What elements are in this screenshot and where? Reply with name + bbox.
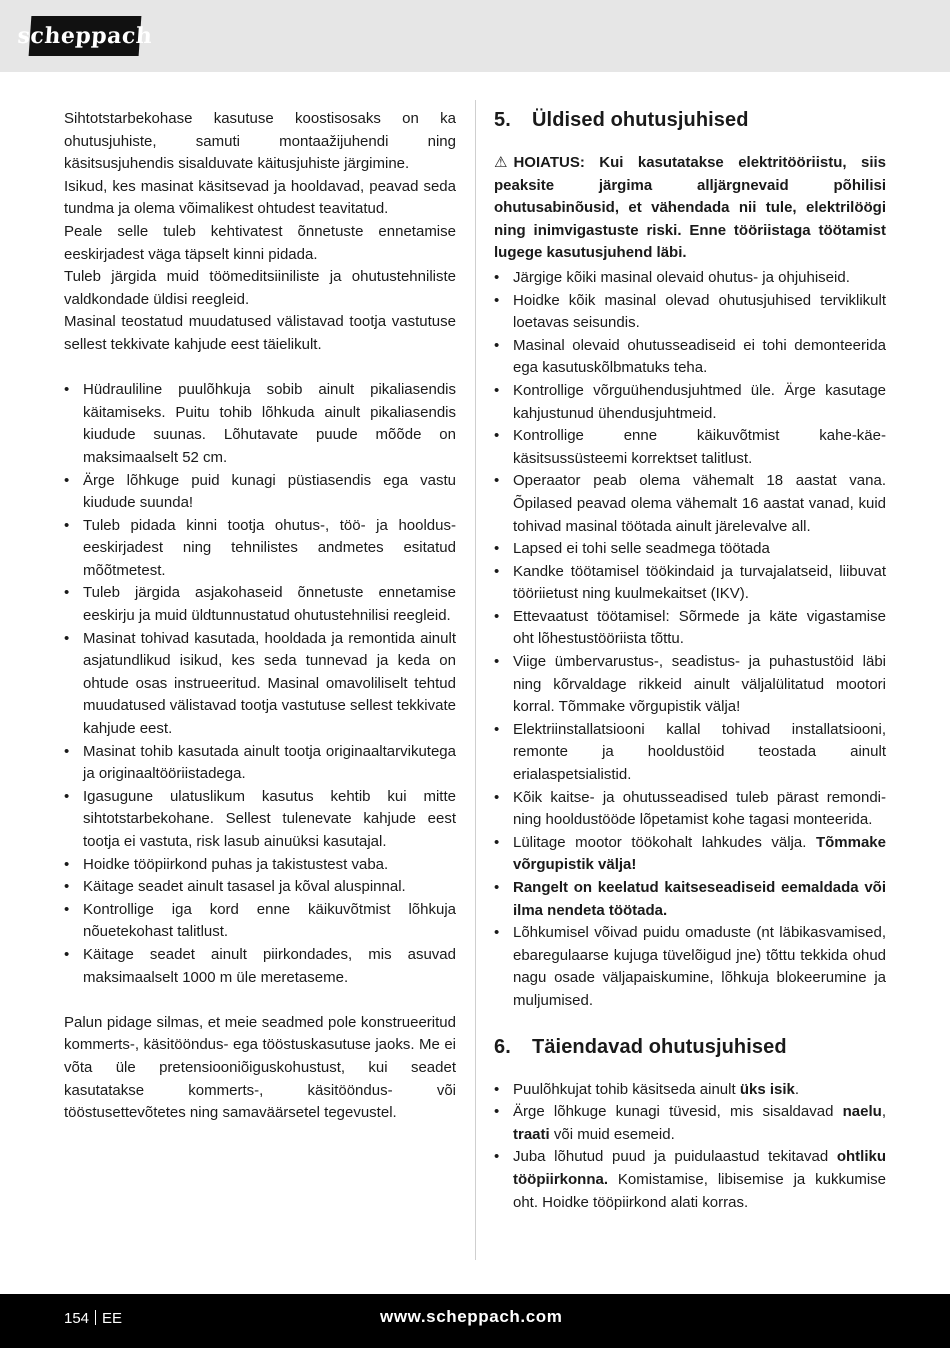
list-item: • Kontrollige iga kord enne käikuvõtmist lõhkuja nõuetekohast talitlust. (64, 899, 456, 944)
list-item: • Masinat tohivad kasutada, hooldada ja remontida ainult asjatundlikud isikud, kes seda tunnevad ja keda on ohtude osas instrueeritud. Masinal omavoliliselt tehtud muudatused välistavad tootja vastutuse sellest tekkivate kahjude eest. (64, 628, 456, 741)
list-item-text: Juba lõhutud puud ja puidulaastud tekitavad (513, 1148, 829, 1166)
intro-paragraph: Peale selle tuleb kehtivatest õnnetuste ennetamise eeskirjadest väga täpselt kinni pidada. (64, 222, 456, 263)
list-item (494, 877, 886, 922)
section-6-bullet-list (494, 1079, 886, 1215)
list-item-text: Puulõhkujat tohib käsitseda ainult (513, 1080, 736, 1098)
list-item-text: või muid esemeid. (553, 1125, 675, 1143)
list-item: • Hoidke kõik masinal olevad ohutusjuhised terviklikult loetavas seisundis. (494, 290, 886, 335)
list-item-emphasis: Rangelt on keelatud kaitseseadiseid eemaldada või ilma nendeta töötada. (513, 879, 886, 919)
section-5-title: Üldised ohutusjuhised (532, 109, 749, 131)
list-item: • Käitage seadet ainult tasasel ja kõval aluspinnal. (64, 876, 456, 899)
intro-paragraph: Masinal teostatud muudatused välistavad tootja vastutuse sellest tekkivate kahjude eest täielikult. (64, 313, 456, 353)
intro-paragraph: Sihtotstarbekohase kasutuse koostisosaks on ka ohutusjuhiste, samuti montaažijuhendi ning käsitsusjuhendis sisalduvate käitusjuhiste järgimine. (64, 110, 456, 173)
header-band (0, 0, 950, 72)
intro-paragraph: Tuleb järgida muid töömeditsiiniliste ja ohutustehniliste valdkondade üldisi reegleid. (64, 268, 456, 308)
footer-band (0, 1294, 950, 1348)
list-item (494, 1079, 886, 1102)
list-item: • Ärge lõhkuge puid kunagi püstiasendis ega vastu kiudude suunda! (64, 470, 456, 515)
list-item: • Kõik kaitse- ja ohutusseadised tuleb pärast remondi- ning hooldustööde lõpetamist kohe tagasi monteerida. (494, 787, 886, 832)
list-item: • Ettevaatust töötamisel: Sõrmede ja käte vigastamise oht lõhestustööriista tõttu. (494, 606, 886, 651)
list-item-emphasis: ohtliku tööpiirkonna. (513, 1148, 886, 1188)
list-item: • Igasugune ulatuslikum kasutus kehtib kui mitte sihtotstarbekohane. Sellest tulenevate kahjude eest tootja ei vastuta, risk lasub ainuüksi kasutajal. (64, 786, 456, 854)
list-item-emphasis: üks isik (739, 1080, 795, 1098)
section-5-bullet-list (494, 267, 886, 1013)
section-5-number: 5. (494, 109, 511, 131)
list-item: • Tuleb pidada kinni tootja ohutus-, töö- ja hoolduseeskirjadest ning tehnilistes andmetes esitatud mõõtmetest. (64, 515, 456, 583)
warning-text: HOIATUS: Kui kasutatakse elektritööriistu, siis peaksite järgima alljärgnevaid põhilisi ohutusabinõusid, et vähendada nii tule, elektrilöögi ning inimvigastuste riski. Enne tööriistaga töötamist lugege kasutusjuhend läbi. (494, 154, 886, 262)
closing-paragraph: Palun pidage silmas, et meie seadmed pole konstrueeritud kommerts-, käsitööndus- ega tööstuskasutuse jaoks. Me ei võta üle pretensiooniõiguskohustust, kui seadet kasutatakse kommerts-, käsitööndus- või tööstusettevõtetes ning samaväärsetel tegevustel. (64, 1013, 456, 1122)
list-item-text: Ärge lõhkuge kunagi tüvesid, mis sisaldavad (513, 1103, 834, 1121)
intro-paragraph: Isikud, kes masinat käsitsevad ja hooldavad, peavad seda tundma ja olema võimalikest ohtudest teavitatud. (64, 177, 456, 218)
website-link: www.scheppach.com (380, 1307, 563, 1326)
list-item: • Elektriinstallatsiooni kallal tohivad installatsiooni, remonte ja hooldustöid teostada ainult erialaspetsialistid. (494, 719, 886, 787)
list-item (494, 1101, 886, 1146)
right-column (494, 108, 886, 1214)
page-number-label (64, 1310, 122, 1327)
list-item: • Kontrollige võrguühendusjuhtmed üle. Ärge kasutage kahjustunud ühendusjuhtmeid. (494, 380, 886, 425)
page-number: 154 (64, 1310, 90, 1327)
scheppach-logo: scheppach (29, 16, 142, 56)
list-item-text: Komistamise, libisemise ja kukkumise oht. Hoidke tööpiirkond alati korras. (513, 1170, 887, 1211)
list-item: • Operaator peab olema vähemalt 18 aastat vana. Õpilased peavad olema vähemalt 16 aastat vanad, kuid tohivad masinal töötada ainult järelevalve all. (494, 470, 886, 538)
section-5-heading (494, 108, 886, 132)
left-bullet-list (64, 379, 456, 989)
list-item-emphasis: traati (513, 1125, 550, 1143)
list-item: • Masinal olevaid ohutusseadiseid ei tohi demonteerida ega kasutuskõlbmatuks teha. (494, 335, 886, 380)
list-item-text: . (794, 1080, 800, 1098)
list-item-emphasis: Tõmmake võrgupistik välja! (513, 833, 886, 874)
column-divider (475, 100, 476, 1260)
list-item: • Lapsed ei tohi selle seadmega töötada (494, 538, 886, 561)
left-column (64, 108, 456, 1125)
section-6-number: 6. (494, 1035, 511, 1058)
list-item: • Kontrollige enne käikuvõtmist kahe-käe-käsitsussüsteemi korrektset talitlust. (494, 425, 886, 470)
warning-triangle-icon: ⚠ (494, 154, 508, 171)
list-item (494, 1146, 886, 1214)
list-item: • Masinat tohib kasutada ainult tootja originaaltarvikutega ja originaaltööriistadega. (64, 741, 456, 786)
list-item: • Järgige kõiki masinal olevaid ohutus- ja ohjuhiseid. (494, 267, 886, 290)
list-item: • Viige ümbervarustus-, seadistus- ja puhastustöid läbi ning kõrvaldage rikkeid ainult väljalülitatud mootori korral. Tõmmake võrgupistik välja! (494, 651, 886, 719)
warning-paragraph (494, 152, 886, 265)
list-item: • Kandke töötamisel töökindaid ja turvajalatseid, liibuvat tööriietust ning kuulmekaitset (IKV). (494, 561, 886, 606)
section-6-title: Täiendavad ohutusjuhised (532, 1035, 787, 1058)
list-item: • Hüdrauliline puulõhkuja sobib ainult pikaliasendis käitamiseks. Puitu tohib lõhkuda ainult pikaliasendis kiudude suunas. Lõhutavate puude mõõde on maksimaalselt 52 cm. (64, 379, 456, 469)
list-item: • Lõhkumisel võivad puidu omaduste (nt läbikasvamised, ebaregulaarse kujuga tüvelõigud jne) tõttu tekkida ohud nagu osade väljapaiskumine, lõhkuja blokeerumine ja muljumised. (494, 922, 886, 1012)
list-item-text: Lülitage mootor töökohalt lahkudes välja. (513, 833, 807, 851)
list-item (494, 832, 886, 877)
list-item: • Käitage seadet ainult piirkondades, mis asuvad maksimaalselt 1000 m üle meretaseme. (64, 944, 456, 989)
page-separator (95, 1310, 96, 1325)
list-item-text: , (881, 1103, 886, 1121)
section-6-heading (494, 1035, 886, 1059)
list-item: • Tuleb järgida asjakohaseid õnnetuste ennetamise eeskirju ja muid üldtunnustatud ohutustehnilisi reegleid. (64, 582, 456, 627)
language-code: EE (102, 1310, 123, 1327)
list-item: • Hoidke tööpiirkond puhas ja takistustest vaba. (64, 854, 456, 877)
list-item-emphasis: naelu (842, 1103, 882, 1121)
